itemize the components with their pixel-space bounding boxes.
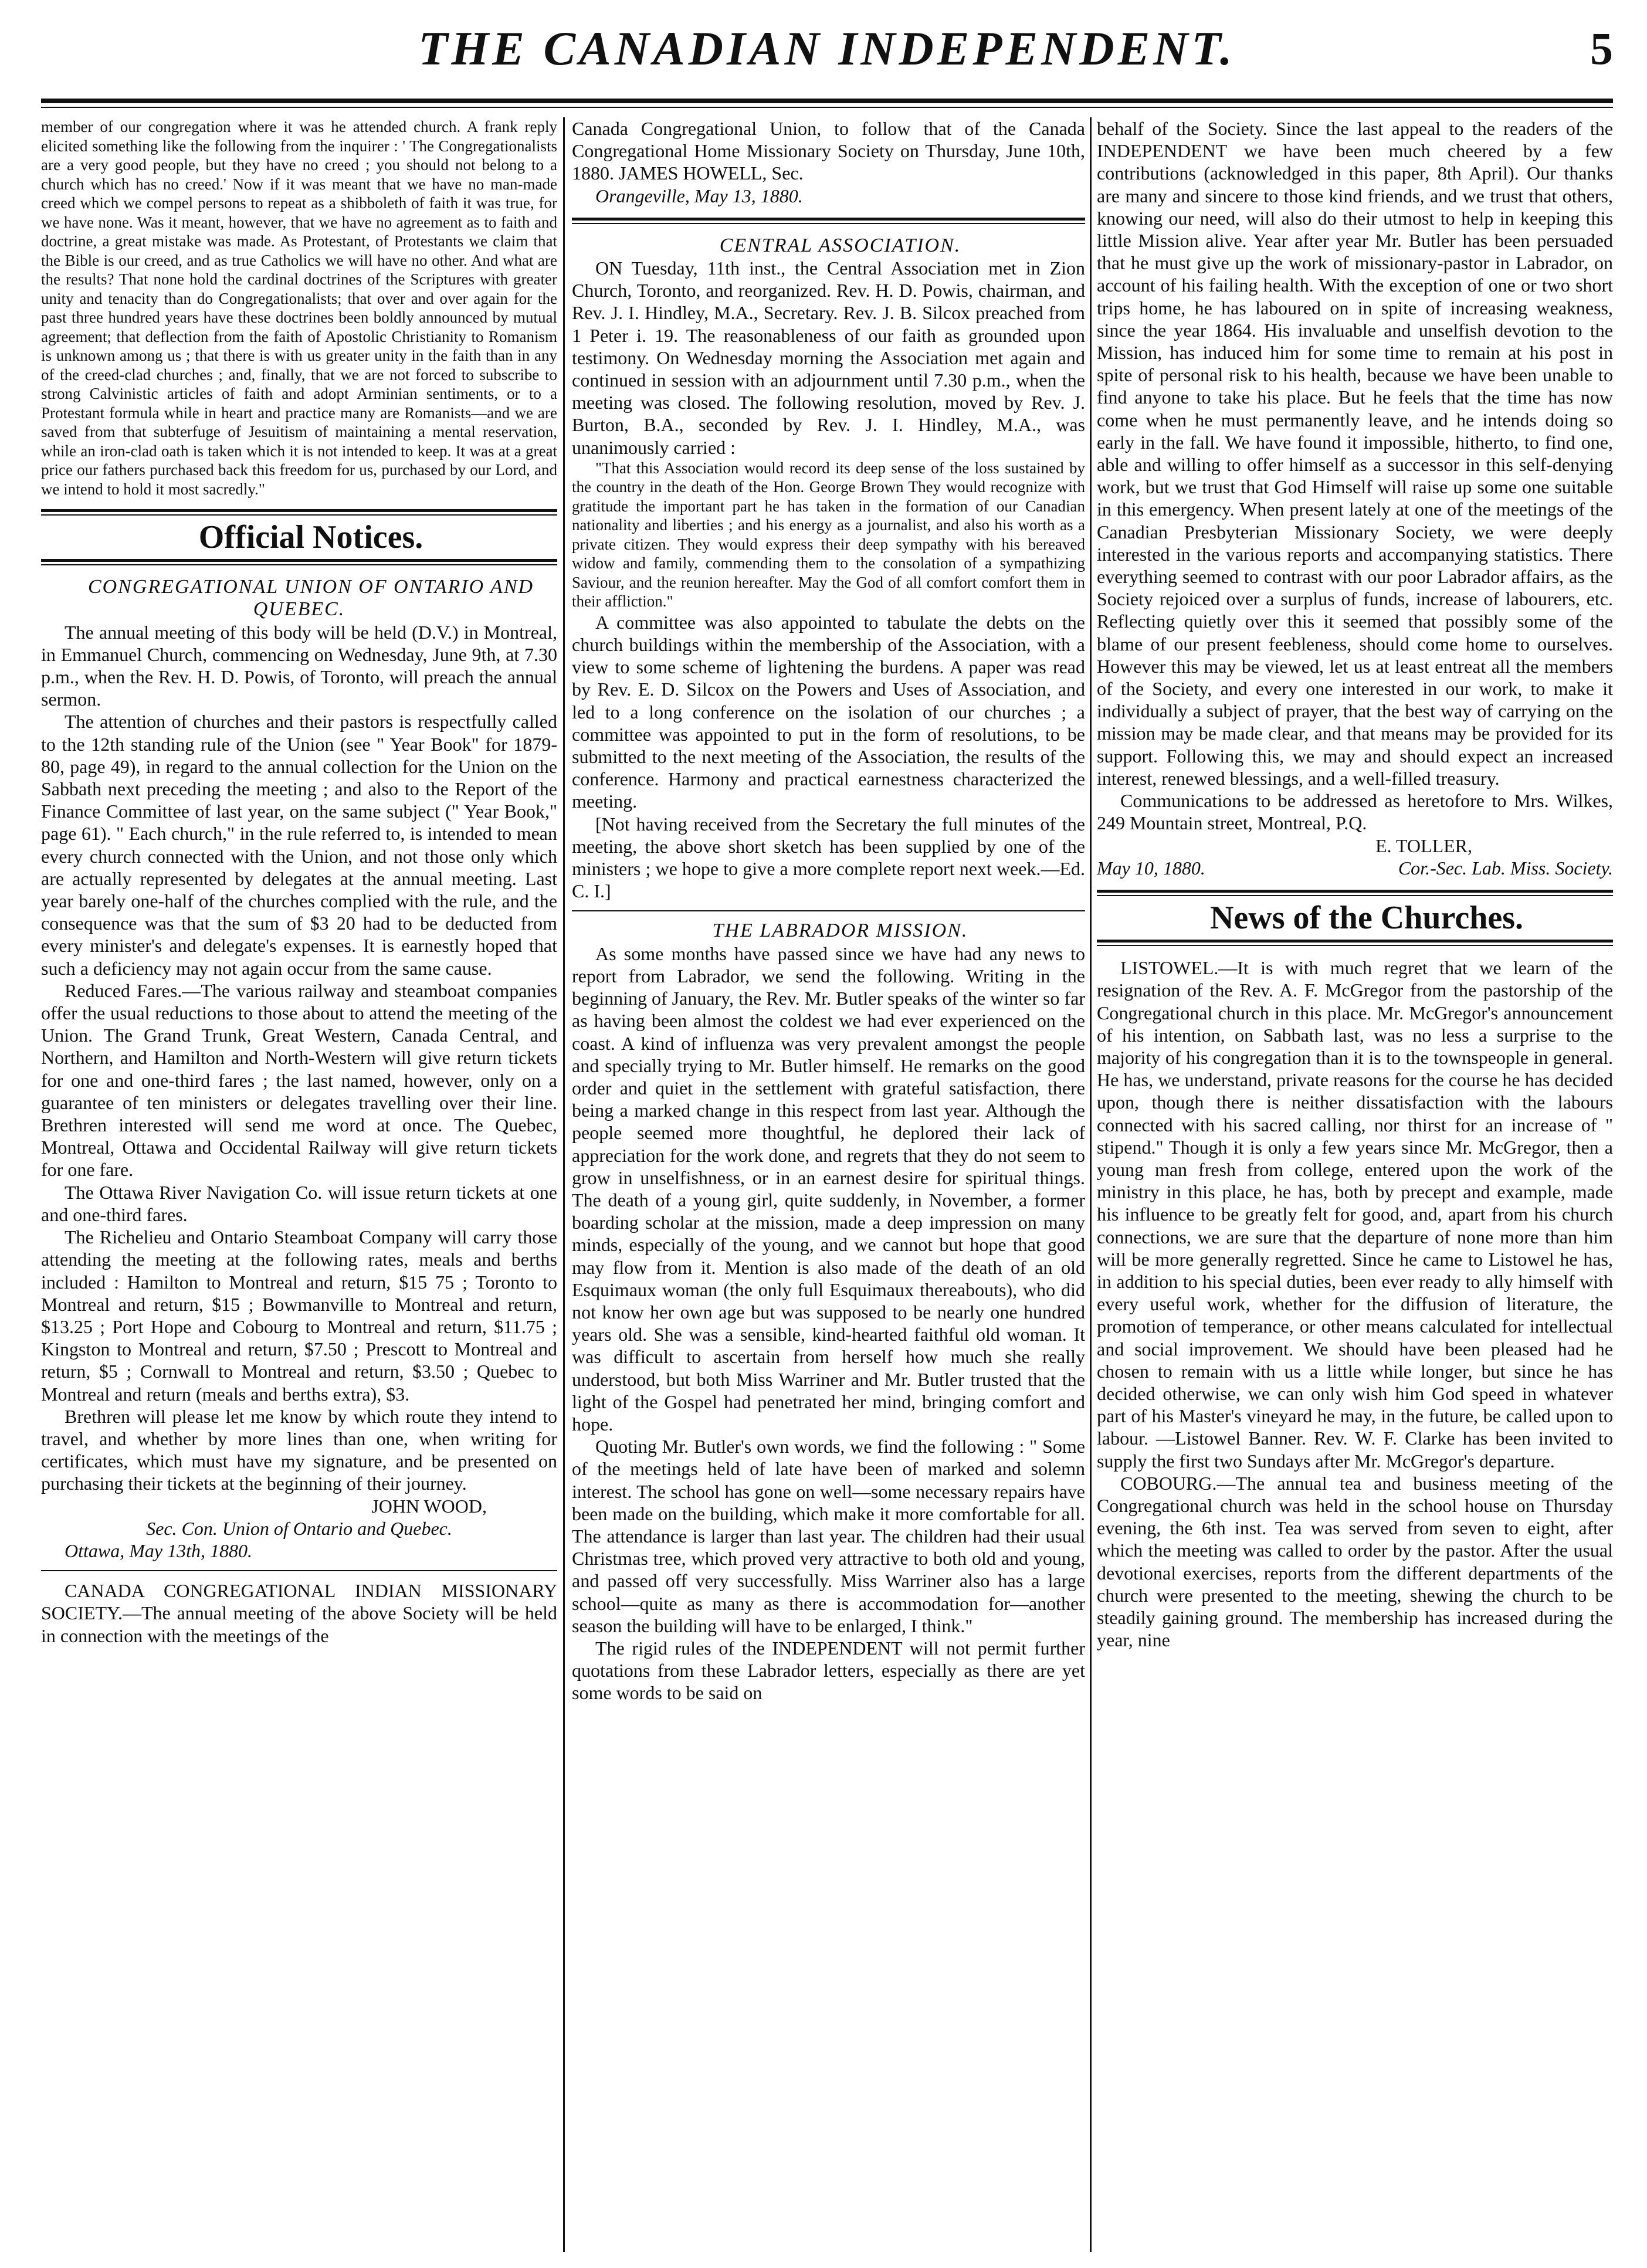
signature-name: JOHN WOOD,: [371, 1495, 487, 1517]
masthead: [41, 18, 1613, 88]
article-paragraph: COBOURG.—The annual tea and business meeting of the Congregational church was held in the school house on Thursday evening, the 6th inst. Tea was served from seven to eight, after which the meeting was called to order by the pastor. After the usual devotional exercises, reports from the different departments of the church were presented to the meeting, shewing the church to be steadily gaining ground. The membership has increased during the year, nine: [1097, 1472, 1613, 1651]
signature-title: Cor.-Sec. Lab. Miss. Society.: [1398, 857, 1613, 879]
newspaper-title: THE CANADIAN INDEPENDENT.: [418, 22, 1236, 75]
signature-line: [1097, 857, 1613, 879]
column-3: [1097, 117, 1613, 1651]
column-divider: [1090, 117, 1092, 2252]
divider: [41, 1570, 557, 1571]
signature-title: Sec. Con. Union of Ontario and Quebec.: [146, 1517, 452, 1539]
article-heading: CONGREGATIONAL UNION OF ONTARIO AND QUEBEC.: [87, 576, 534, 621]
article-heading: THE LABRADOR MISSION.: [712, 920, 968, 942]
article-paragraph: Reduced Fares.—The various railway and steamboat companies offer the usual reductions to those about to attend the meeting of the Union. The Grand Trunk, Great Western, Canada Central, and Northern, and Hamilton and North-Western will give return tickets for one and one-third fares ; the last named, however, only on a guarantee of ten ministers or delegates travelling over their line. Brethren interested will send me word at once. The Quebec, Montreal, Ottawa and Occidental Railway will give return tickets for one fare.: [41, 979, 557, 1181]
signature-name: E. TOLLER,: [1375, 835, 1472, 856]
section-rule: [41, 559, 557, 565]
signature-date: Ottawa, May 13th, 1880.: [65, 1540, 252, 1561]
article-paragraph: Communications to be addressed as heretofore to Mrs. Wilkes, 249 Mountain street, Montreal, P.Q.: [1097, 790, 1613, 834]
article-paragraph: [Not having received from the Secretary the full minutes of the meeting, the above short sketch has been supplied by one of the ministers ; we hope to give a more complete report next week.—Ed. C. I.]: [572, 813, 1085, 902]
masthead-rule: [41, 99, 1613, 103]
article-paragraph: The Richelieu and Ontario Steamboat Company will carry those attending the meeting at the following rates, meals and berths included : Hamilton to Montreal and return, $15 75 ; Toronto to Montreal and return, $15 ; Bowmanville to Montreal and return, $13.25 ; Port Hope and Cobourg to Montreal and return, $11.75 ; Kingston to Montreal and return, $7.50 ; Prescott to Montreal and return, $5 ; Cornwall to Montreal and return, $3.50 ; Quebec to Montreal and return (meals and berths extra), $3.: [41, 1226, 557, 1405]
article-paragraph: The attention of churches and their pastors is respectfully called to the 12th standing rule of the Union (see " Year Book" for 1879-80, page 49), in regard to the annual collection for the Union on the Sabbath next preceding the meeting ; and also to the Report of the Finance Committee of last year, on the same subject (" Year Book," page 61). " Each church," in the rule referred to, is intended to mean every church connected with the Union, and not those only which are actually represented by delegates at the annual meeting. Last year barely one-half of the churches complied with the rule, and the consequence was that the sum of $3 20 had to be deducted from every minister's and delegate's expenses. It is earnestly hoped that such a deficiency may not again occur from the same cause.: [41, 711, 557, 979]
article-paragraph: As some months have passed since we have had any news to report from Labrador, we send the following. Writing in the beginning of January, the Rev. Mr. Butler speaks of the winter so far as having been almost the coldest we had ever experienced on the coast. A kind of influenza was very prevalent amongst the people and specially trying to Mr. Butler himself. He remarks on the good order and quiet in the settlement with grateful satisfaction, there being a marked change in this respect from last year. Although the people seemed more thoughtful, he deplored their lack of appreciation for the work done, and regrets that they do not seem to grow in unselfishness, or in an earnest desire for spiritual things. The death of a young girl, quite suddenly, in November, a former boarding scholar at the mission, made a deep impression on many minds, especially of the young, and we cannot but hope that good may flow from it. Mention is also made of the death of an old Esquimaux woman (the only full Esquimaux thereabouts), who did not know her own age but was supposed to be nearly one hundred years old. She was a sensible, kind-hearted faithful old woman. It was difficult to ascertain from herself how much she really understood, but both Miss Warriner and Mr. Butler trusted that the light of the Gospel had penetrated her mind, bringing comfort and hope.: [572, 943, 1085, 1435]
article-paragraph: The annual meeting of this body will be held (D.V.) in Montreal, in Emmanuel Church, commencing on Wednesday, June 9th, at 7.30 p.m., when the Rev. H. D. Powis, of Toronto, will preach the annual sermon.: [41, 621, 557, 710]
article-paragraph: behalf of the Society. Since the last appeal to the readers of the INDEPENDENT we have been much cheered by a few contributions (acknowledged in this paper, 8th April). Our thanks are many and sincere to those kind friends, and we trust that others, knowing our need, will also do their utmost to help in keeping this little Mission alive. Year after year Mr. Butler has been persuaded that he must give up the work of missionary-pastor in Labrador, on account of his failing health. With the exception of one or two short trips home, he has laboured on in spite of increasing weakness, since the year 1864. His invaluable and unselfish devotion to the Mission, has induced him for some time to remain at his post in spite of personal risk to his health, because we have been unable to find anyone to take his place. But he feels that the time has now come when he must permanently leave, and he intends doing so early in the fall. We have found it impossible, hitherto, to find one, able and willing to offer himself as a successor in this self-denying work, but we trust that God Himself will raise up some one suitable in this emergency. When present lately at one of the meetings of the Canadian Presbyterian Missionary Society, we were deeply interested in the various reports and accompanying statistics. There everything seemed to contrast with our poor Labrador affairs, as the Society rejoiced over a surplus of funds, increase of labourers, etc. Reflecting quietly over this it seemed that possibly some of the blame of our present feebleness, should come home to ourselves. However this may be viewed, let us at least entreat all the members of the Society, and every one interested in our work, to make it individually a subject of prayer, that the best way of carrying on the mission may be made clear, and that means may be provided for its support. Following this, we may and should expect an increased interest, renewed blessings, and a well-filled treasury.: [1097, 118, 1613, 789]
section-heading-official-notices: Official Notices.: [198, 519, 423, 555]
article-paragraph: Brethren will please let me know by which route they intend to travel, and whether by more lines than one, when writing for certificates, which must have my signature, and be presented on purchasing their tickets at the beginning of their journey.: [41, 1405, 557, 1494]
article-paragraph: Quoting Mr. Butler's own words, we find the following : " Some of the meetings held of late have been of marked and solemn interest. The school has gone on well—some necessary repairs have been made on the building, which make it more comfortable for all. The attendance is larger than last year. The children had their usual Christmas tree, which proved very attractive to both old and young, and passed off very successfully. Miss Warriner also has a large school—quite as many as there is accommodation for—another season the building will have to be enlarged, I think.": [572, 1436, 1085, 1636]
section-rule: [1097, 940, 1613, 946]
masthead-rule-thin: [41, 107, 1613, 108]
page-number: 5: [1590, 23, 1613, 74]
article-paragraph: member of our congregation where it was he attended church. A frank reply elicited something like the following from the inquirer : ' The Congregationalists are a very good people, but they have no creed ; you should not belong to a church which has no creed.' Now if it was meant that we have no man-made creed which we compel persons to repeat as a shibboleth of faith it was true, for we have none. Was it meant, however, that we have no agreement as to faith and doctrine, a great mistake was made. As Protestant, of Protestants we claim that the Bible is our creed, and as true Catholics we will have no other. And what are the results? That none hold the cardinal doctrines of the Scriptures with greater unity and tenacity than do Congregationalists; that over and over again for the past three hundred years have these doctrines been boldly announced by mutual agreement; that deflection from the faith of Apostolic Christianity to Romanism is unknown among us ; that there is with us greater unity in the faith than in any of the creed-clad churches ; and, finally, that we are not forced to subscribe to strong Calvinistic articles of faith and adopt Arminian sentiments, or to a Protestant formula while in heart and practice many are Romanists—and we are saved from that subterfuge of Jesuitism of maintaining a mental reservation, while an iron-clad oath is taken which it is not intended to keep. It was at a great price our fathers purchased back this freedom for us, purchased by our Lord, and we intend to hold it most sacredly.": [41, 118, 557, 498]
article-paragraph: The Ottawa River Navigation Co. will issue return tickets at one and one-third fares.: [41, 1181, 557, 1225]
resolution-quote: "That this Association would record its deep sense of the loss sustained by the country in the death of the Hon. George Brown They would recognize with gratitude the important part he has taken in the formation of our Canadian nationality and liberties ; and his energy as a journalist, and also his worth as a private citizen. They would express their deep sympathy with his bereaved widow and family, commending them to the consolation of a sympathizing Saviour, and the reunion hereafter. May the God of all comfort comfort them in their affliction.": [572, 459, 1085, 611]
column-1: [41, 117, 557, 1647]
section-heading-news: News of the Churches.: [1209, 899, 1524, 936]
column-2: [572, 117, 1085, 1704]
section-rule: [1097, 890, 1613, 896]
article-paragraph: Canada Congregational Union, to follow that of the Canada Congregational Home Missionary Society on Thursday, June 10th, 1880. JAMES HOWELL, Sec.: [572, 118, 1085, 184]
column-divider: [563, 117, 565, 2252]
article-paragraph: CANADA CONGREGATIONAL INDIAN MISSIONARY SOCIETY.—The annual meeting of the above Society will be held in connection with the meetings of the: [41, 1580, 557, 1646]
section-rule: [41, 509, 557, 516]
article-paragraph: LISTOWEL.—It is with much regret that we learn of the resignation of the Rev. A. F. McGregor from the pastorship of the Congregational church in this place. Mr. McGregor's announcement of his intention, on Sabbath last, was no less a surprise to the majority of his congregation than it is to the townspeople in general. He has, we understand, private reasons for the course he has decided upon, though there is neither dissatisfaction with the labours connected with his sacred calling, nor thirst for an increase of " stipend." Though it is only a few years since Mr. McGregor, then a young man fresh from college, entered upon the work of the ministry in this place, he has, both by precept and example, made his influence to be greatly felt for good, and, apart from his church connections, we are sure that the departure of none more than him will be more generally regretted. Since he came to Listowel he has, in addition to his special duties, been ever ready to ally himself with every useful work, whether for the diffusion of literature, the promotion of temperance, or other means calculated for intellectual and social improvement. We should have been pleased had he chosen to remain with us a little while longer, but since he has decided otherwise, we can only wish him God speed in whatever part of his Master's vineyard he may, in the future, be called upon to labour. —Listowel Banner. Rev. W. F. Clarke has been invited to supply the first two Sundays after Mr. McGregor's departure.: [1097, 957, 1613, 1472]
article-paragraph: The rigid rules of the INDEPENDENT will not permit further quotations from these Labrador letters, especially as there are yet some words to be said on: [572, 1637, 1085, 1704]
article-heading: CENTRAL ASSOCIATION.: [719, 234, 961, 256]
article-paragraph: ON Tuesday, 11th inst., the Central Association met in Zion Church, Toronto, and reorganized. Rev. H. D. Powis, chairman, and Rev. J. I. Hindley, M.A., Secretary. Rev. J. B. Silcox preached from 1 Peter i. 19. The reasonableness of our faith as grounded upon testimony. On Wednesday morning the Association met again and continued in session with an adjournment until 7.30 p.m., when the meeting was closed. The following resolution, moved by Rev. J. Burton, B.A., seconded by Rev. J. I. Hindley, M.A., was unanimously carried :: [572, 257, 1085, 458]
dateline: Orangeville, May 13, 1880.: [595, 185, 803, 206]
article-paragraph: A committee was also appointed to tabulate the debts on the church buildings within the membership of the Association, with a view to some scheme of lightening the burdens. A paper was read by Rev. E. D. Silcox on the Powers and Uses of Association, and led to a long conference on the isolation of our churches ; a committee was appointed to put in the form of resolutions, to be submitted to the next meeting of the Association, the results of the conference. Harmony and practical earnestness characterized the meeting.: [572, 611, 1085, 812]
section-rule: [572, 218, 1085, 224]
divider: [572, 910, 1085, 911]
signature-date: May 10, 1880.: [1097, 857, 1205, 879]
